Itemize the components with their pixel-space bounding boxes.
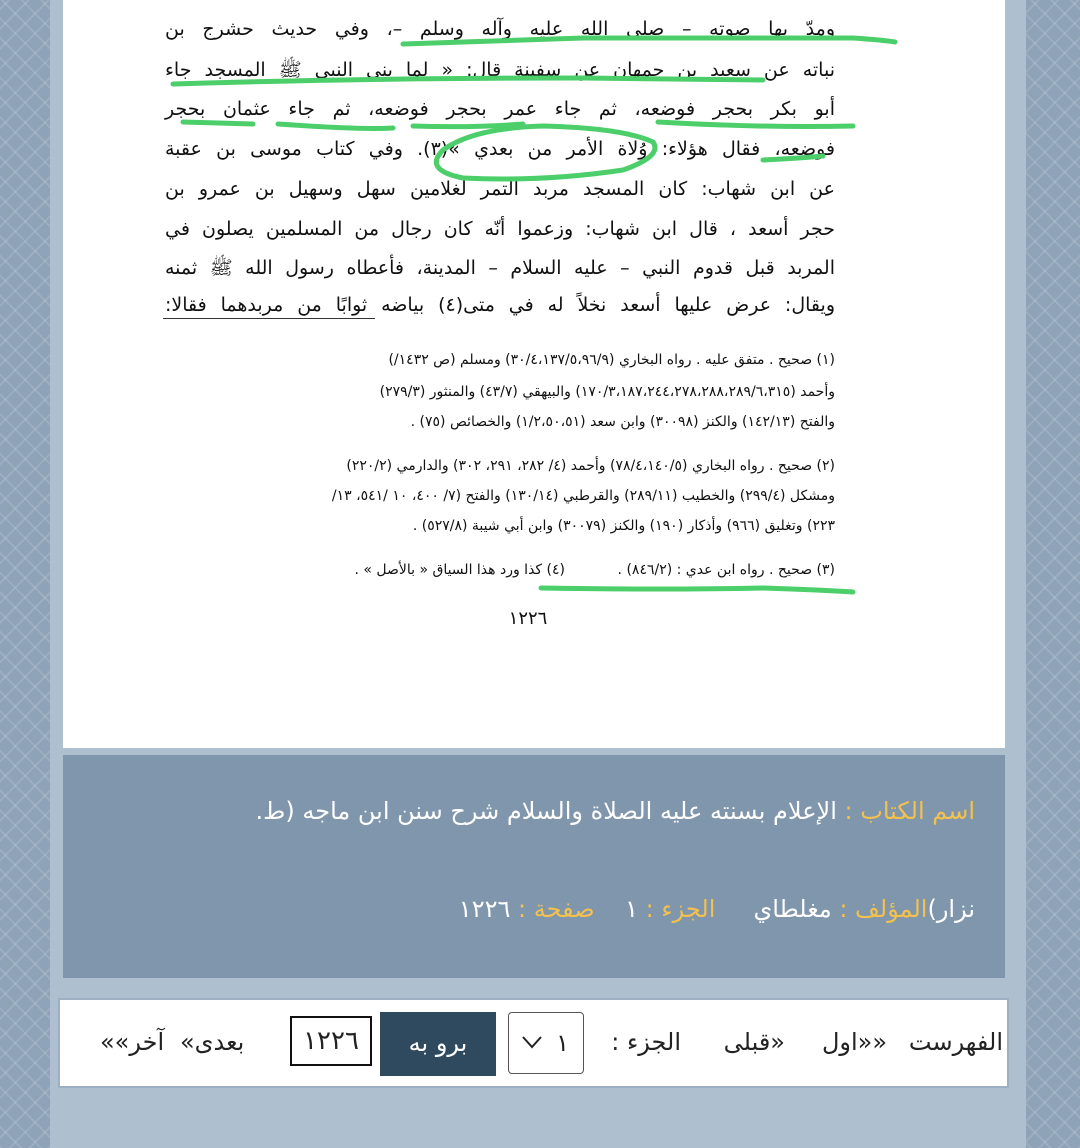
text-line: ويقال: عرض عليها أسعد نخلاً له في متى(٤) بياضه ثوابًا من مربدهما فقالا: (165, 294, 835, 316)
first-page-link[interactable]: ««اول (821, 1028, 887, 1056)
page-number-input[interactable]: ١٢٢٦ (290, 1016, 372, 1066)
page-label: صفحة : (518, 895, 595, 923)
part-value: ١ (625, 895, 638, 923)
part-select-value: ١ (556, 1029, 569, 1057)
book-info-panel (63, 755, 1005, 978)
printed-page-number: ١٢٢٦ (508, 608, 548, 629)
footnote-line: (٢) صحيح . رواه البخاري (٧٨/٤،١٤٠/٥) وأحمد (٤/ ٢٨٢، ٢٩١، ٣٠٢) والدارمي (٢٢٠/٢) (346, 458, 835, 474)
author-row (459, 895, 975, 923)
text-line: حجر أسعد ، قال ابن شهاب: وزعموا أنّه كان رجال من المسلمين يصلون في (165, 218, 835, 240)
text-line: نباته عن سعيد بن جمهان عن سفينة قال: « لما بنى النبي ﷺ المسجد جاء (165, 59, 835, 81)
book-title-label: اسم الكتاب : (844, 797, 975, 825)
text-line: فوضعه، فقال هؤلاء: وُلاة الأمر من بعدي »(٣). وفي كتاب موسى بن عقبة (165, 138, 835, 160)
highlight-stroke (658, 122, 853, 127)
highlight-stroke (183, 122, 253, 124)
footnote-separator (163, 318, 375, 319)
chevron-down-icon (521, 1035, 543, 1049)
part-label: الجزء : (645, 895, 716, 923)
page-value: ١٢٢٦ (458, 895, 511, 923)
author-prefix: نزار) (927, 895, 975, 923)
highlight-stroke (278, 124, 393, 129)
book-title-row (256, 797, 975, 825)
author-label: المؤلف : (839, 895, 928, 923)
highlight-stroke (541, 588, 853, 592)
index-link[interactable]: الفهرست (908, 1028, 1003, 1056)
footnote-line: (٤) كذا ورد هذا السياق « بالأصل » . (354, 562, 565, 578)
footnote-line: والفتح (١٤٢/١٣) والكنز (٣٠٠٩٨) وابن سعد (١/٢،٥٠،٥١) والخصائص (٧٥) . (410, 414, 835, 430)
highlight-stroke (413, 124, 523, 127)
next-page-link[interactable]: بعدى» (180, 1028, 245, 1056)
footnote-line: ٢٢٣) وتغليق (٩٦٦) وأذكار (١٩٠) والكنز (٣٠٠٧٩) وابن أبي شيبة (٥٢٧/٨) . (412, 518, 835, 534)
part-select[interactable] (508, 1012, 584, 1074)
go-to-page-button[interactable]: برو به (380, 1012, 496, 1076)
book-title: الإعلام بسنته عليه الصلاة والسلام شرح سنن ابن ماجه (ط. (255, 797, 837, 825)
text-line: المربد قبل قدوم النبي – عليه السلام – المدينة، فأعطاه رسول الله ﷺ ثمنه (165, 257, 835, 279)
text-line: أبو بكر بحجر فوضعه، ثم جاء عمر بحجر فوضعه، ثم جاء عثمان بحجر (165, 98, 835, 120)
text-line: ومدّ بها صوته – صلى الله عليه وآله وسلم –، وفي حديث حشرج بن (165, 18, 835, 40)
footnote-line: (١) صحيح . متفق عليه . رواه البخاري (٣٠/٤،١٣٧/٥،٩٦/٩) ومسلم (ص ١٤٣٢/) (388, 352, 835, 368)
author-name: مغلطاي (753, 895, 832, 923)
book-page-scan (63, 0, 1005, 748)
page-navigation-bar (58, 998, 1009, 1088)
footnote-line: ومشكل (٢٩٩/٤) والخطيب (٢٨٩/١١) والقرطبي (١٣٠/١٤) والفتح (٧/ ٤٠٠، ١٠ /٥٤١، ١٣/ (331, 488, 835, 504)
part-selector-label: الجزء : (611, 1028, 681, 1056)
footnote-line: وأحمد (١٧٠/٣،١٨٧،٢٤٤،٢٧٨،٢٨٨،٢٨٩/٦،٣١٥) والبيهقي (٤٣/٧) والمنثور (٢٧٩/٣) (379, 384, 835, 400)
last-page-link[interactable]: آخر»» (100, 1028, 165, 1056)
previous-page-link[interactable]: «قبلى (723, 1028, 785, 1056)
footnote-line: (٣) صحيح . رواه ابن عدي : (٨٤٦/٢) . (617, 562, 835, 578)
text-line: عن ابن شهاب: كان المسجد مربد التمر لغلامين سهل وسهيل بن عمرو بن (165, 178, 835, 200)
